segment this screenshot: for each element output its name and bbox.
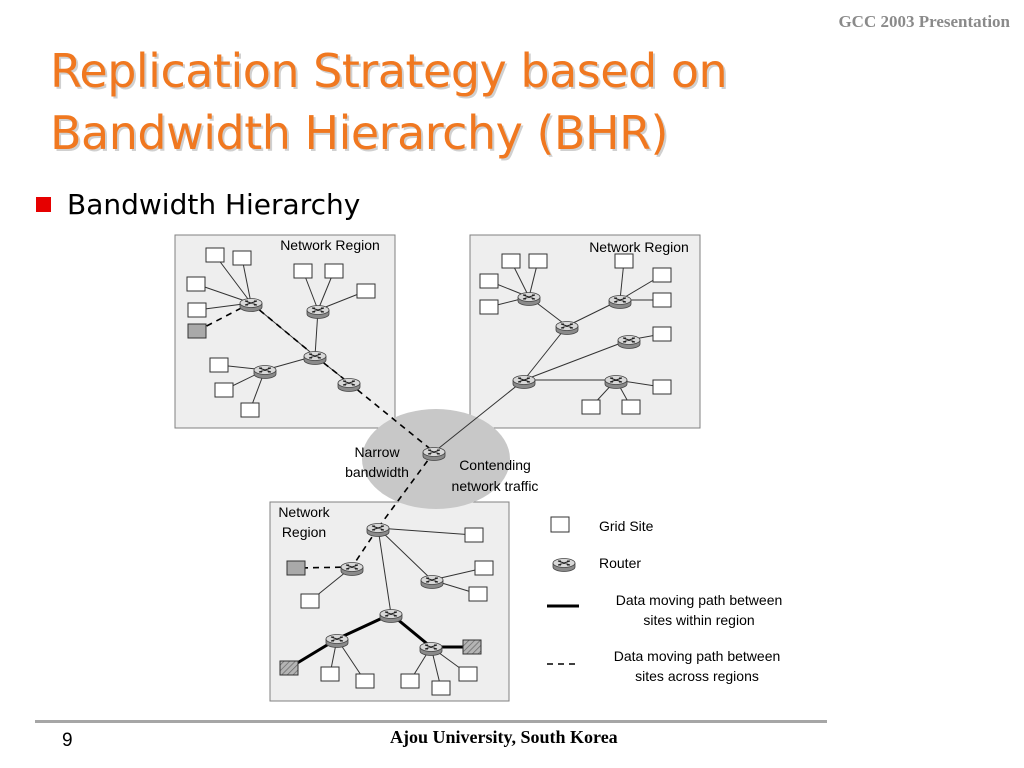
grid-site-29 [321, 667, 339, 681]
grid-site-replica-27 [463, 640, 481, 654]
legend-router-icon [553, 559, 575, 572]
router-icon-b5 [513, 376, 535, 389]
grid-site-22 [465, 528, 483, 542]
region-label-bottom-line-2: Region [281, 524, 327, 540]
router-icon-b2 [609, 296, 631, 309]
grid-site-26 [301, 594, 319, 608]
region-label-top-right: Network Region [589, 239, 689, 255]
grid-site-source-4 [188, 324, 206, 338]
contending-traffic-label-line-1: Contending [459, 457, 531, 473]
grid-site-18 [653, 327, 671, 341]
grid-site-3 [188, 303, 206, 317]
grid-site-6 [325, 264, 343, 278]
router-icon-a2 [307, 306, 329, 319]
grid-site-20 [582, 400, 600, 414]
grid-site-17 [653, 293, 671, 307]
router-icon-b3 [556, 322, 578, 335]
router-icon-b6 [605, 376, 627, 389]
router-icon-a4 [254, 366, 276, 379]
footer-affiliation: Ajou University, South Korea [390, 727, 618, 747]
router-icon-c5 [326, 635, 348, 648]
legend-solid-line-label-2: sites within region [643, 612, 755, 628]
grid-site-13 [480, 274, 498, 288]
legend-dashed-line-label-2: sites across regions [635, 668, 759, 684]
router-icon-c6 [420, 643, 442, 656]
grid-site-33 [459, 667, 477, 681]
router-icon-a1 [240, 299, 262, 312]
grid-site-8 [210, 358, 228, 372]
router-icon-a3 [304, 352, 326, 365]
router-icon-c1 [367, 524, 389, 537]
grid-site-source-23 [287, 561, 305, 575]
legend-router-label: Router [599, 555, 642, 571]
grid-site-1 [233, 251, 251, 265]
grid-site-2 [187, 277, 205, 291]
grid-site-25 [469, 587, 487, 601]
grid-site-11 [502, 254, 520, 268]
narrow-bandwidth-label-line-1: Narrow [354, 444, 400, 460]
router-icon-c2 [341, 563, 363, 576]
contending-traffic-label-line-2: network traffic [451, 478, 539, 494]
grid-site-9 [215, 383, 233, 397]
region-label-bottom-line-1: Network [278, 504, 330, 520]
grid-site-16 [653, 268, 671, 282]
grid-site-15 [615, 254, 633, 268]
grid-site-32 [432, 681, 450, 695]
router-icon-bb [423, 448, 445, 461]
legend-grid-site-icon [551, 517, 569, 532]
grid-site-12 [529, 254, 547, 268]
bullet-text: Bandwidth Hierarchy [67, 188, 361, 221]
grid-site-14 [480, 300, 498, 314]
grid-site-30 [356, 674, 374, 688]
router-icon-b1 [518, 293, 540, 306]
grid-site-7 [357, 284, 375, 298]
legend-grid-site-label: Grid Site [599, 518, 654, 534]
legend-dashed-line-label-1: Data moving path between [613, 648, 781, 664]
grid-site-replica-28 [280, 661, 298, 675]
legend-router-shape [553, 559, 575, 572]
router-icon-c3 [421, 576, 443, 589]
narrow-bandwidth-label-line-2: bandwidth [345, 464, 409, 480]
header-note: GCC 2003 Presentation [838, 12, 1010, 31]
grid-site-21 [622, 400, 640, 414]
region-label-top-left: Network Region [280, 237, 380, 253]
grid-site-0 [206, 248, 224, 262]
grid-site-24 [475, 561, 493, 575]
grid-site-19 [653, 380, 671, 394]
grid-site-10 [241, 403, 259, 417]
router-icon-c4 [380, 610, 402, 623]
diagram-content [175, 235, 782, 701]
page-number: 9 [62, 730, 73, 751]
router-icon-b4 [618, 336, 640, 349]
legend [547, 517, 782, 684]
title-line-2: Bandwidth Hierarchy (BHR) [50, 106, 668, 160]
legend-solid-line-label-1: Data moving path between [615, 592, 783, 608]
title-line-1: Replication Strategy based on [50, 44, 728, 98]
router-icon-a5 [338, 379, 360, 392]
grid-site-5 [294, 264, 312, 278]
grid-site-31 [401, 674, 419, 688]
footer-divider [35, 720, 827, 723]
